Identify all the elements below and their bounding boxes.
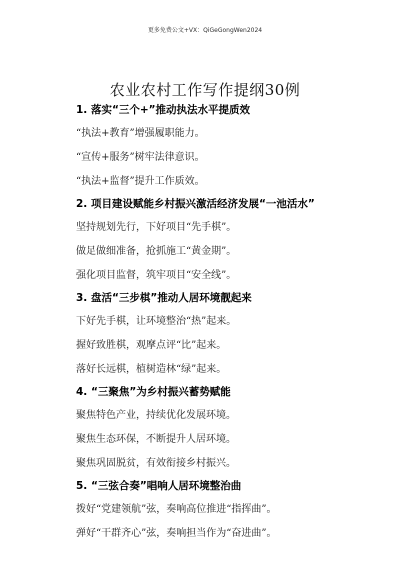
section-item: 握好致胜棋，观摩点评“比”起来。: [76, 340, 227, 351]
section-item: 落好长远棋，植树造林“绿”起来。: [76, 364, 227, 375]
section-item: 聚焦巩固脱贫，有效衔接乡村振兴。: [76, 458, 236, 469]
section-item: 坚持规划先行，下好项目“先手棋”。: [76, 222, 237, 233]
section-1: [76, 100, 396, 194]
section-3: [76, 288, 396, 382]
section-item: 弹好“干群齐心”弦，奏响担当作为“奋进曲”。: [76, 528, 277, 539]
section-heading: 3. 盘活“三步棋”推动人居环境靓起来: [76, 292, 252, 304]
section-item: 聚焦生态环保，不断提升人居环境。: [76, 434, 236, 445]
section-item: 拨好“党建领航”弦，奏响高位推进“指挥曲”。: [76, 504, 277, 515]
section-5: [76, 476, 396, 546]
header-note: 更多免费公文+VX：QiGeGongWen2024: [147, 27, 263, 34]
section-4: [76, 382, 396, 476]
section-item: 下好先手棋，让环境整治“热”起来。: [76, 316, 237, 327]
section-item: 聚焦特色产业，持续优化发展环境。: [76, 410, 236, 421]
section-heading: 2. 项目建设赋能乡村振兴激活经济发展“一池活水”: [76, 198, 315, 210]
section-item: “执法+监督”提升工作质效。: [76, 176, 205, 187]
section-heading: 5. “三弦合奏”唱响人居环境整治曲: [76, 480, 242, 492]
document-body: [76, 100, 396, 546]
section-item: 做足做细准备，抢抓施工“黄金期”。: [76, 246, 237, 257]
section-heading: 1. 落实“三个+”推动执法水平提质效: [76, 104, 251, 116]
section-2: [76, 194, 396, 288]
document-title: 农业农村工作写作提纲30例: [109, 81, 301, 99]
section-heading: 4. “三聚焦”为乡村振兴蓄势赋能: [76, 386, 231, 398]
section-item: “执法+教育”增强履职能力。: [76, 128, 205, 139]
section-item: “宣传+服务”树牢法律意识。: [76, 152, 205, 163]
section-item: 强化项目监督，筑牢项目“安全线”。: [76, 270, 237, 281]
